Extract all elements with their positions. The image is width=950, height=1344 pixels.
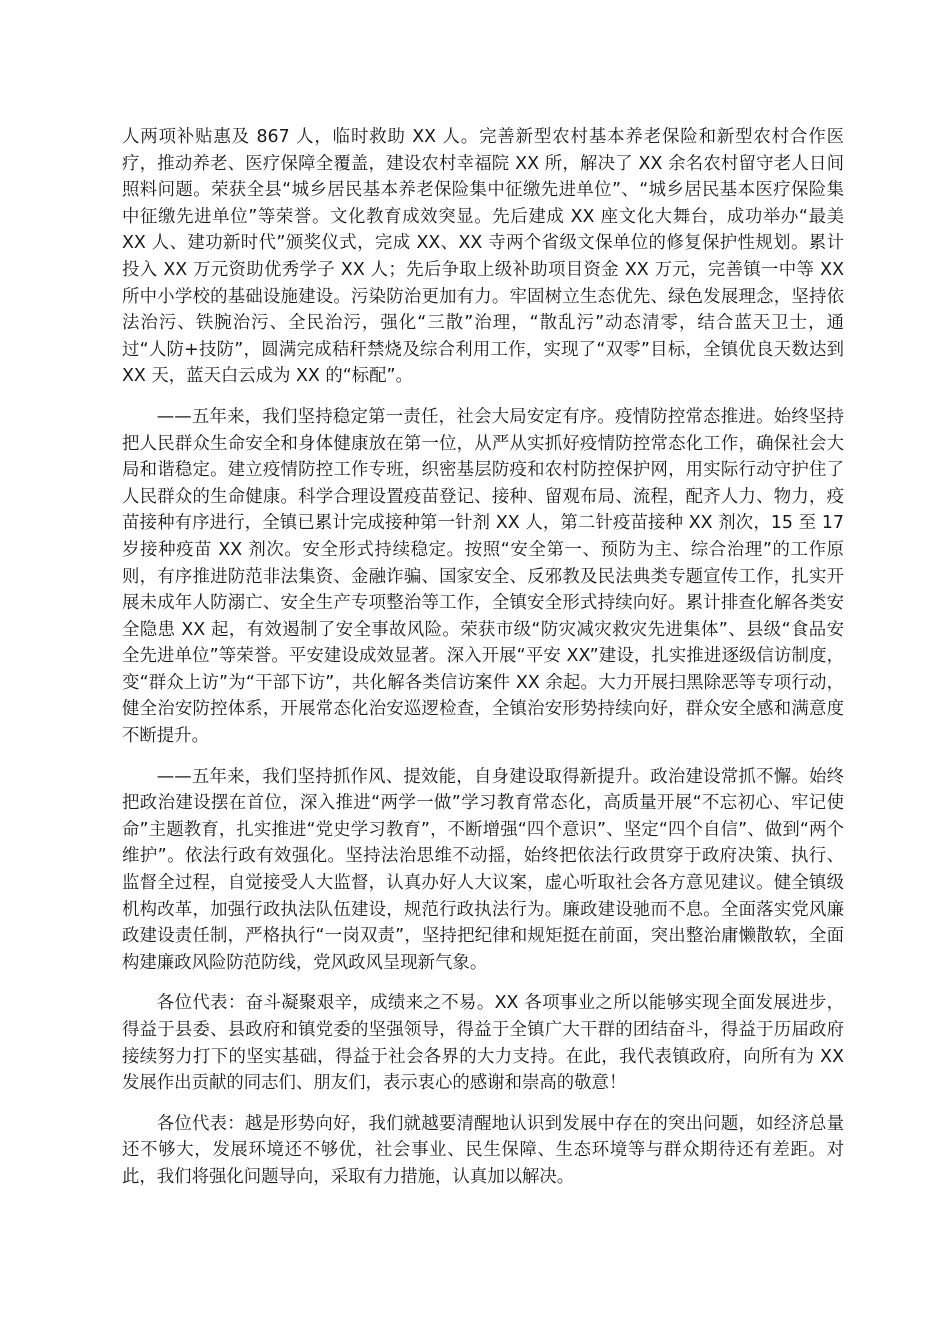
paragraph-self-building: ——五年来，我们坚持抓作风、提效能，自身建设取得新提升。政治建设常抓不懈。始终把政治建设摆在首位，深入推进“两学一做”学习教育常态化，高质量开展“不忘初心、牢记使命”主题教育，扎实推进“党史学习教育”，不断增强“四个意识”、坚定“四个自信”、做到“两个维护”。依法行政有效强化。坚持法治思维不动摇，始终把依法行政贯穿于政府决策、执行、监督全过程，自觉接受人大监督，认真办好人大议案，虚心听取社会各方意见建议。健全镇级机构改革，加强行政执法队伍建设，规范行政执法行为。廉政建设驰而不息。全面落实党风廉政建设责任制，严格执行“一岗双责”，坚持把纪律和规矩挺在前面，突出整治庸懒散软，全面构建廉政风险防范防线，党风政风呈现新气象。: [122, 766, 844, 973]
paragraph-problems: 各位代表：越是形势向好，我们就越要清醒地认识到发展中存在的突出问题，如经济总量还不够大，发展环境还不够优，社会事业、民生保障、生态环境等与群众期待还有差距。对此，我们将强化问题导向，采取有力措施，认真加以解决。: [122, 1113, 844, 1187]
document-body: [122, 124, 844, 1205]
paragraph-thanks: 各位代表：奋斗凝聚艰辛，成绩来之不易。XX 各项事业之所以能够实现全面发展进步，得益于县委、县政府和镇党委的坚强领导，得益于全镇广大干群的团结奋斗，得益于历届政府接续努力打下的坚实基础，得益于社会各界的大力支持。在此，我代表镇政府，向所有为 XX 发展作出贡献的同志们、朋友们，表示衷心的感谢和崇高的敬意！: [122, 993, 844, 1094]
paragraph-continued: 人两项补贴惠及 867 人，临时救助 XX 人。完善新型农村基本养老保险和新型农村合作医疗，推动养老、医疗保障全覆盖，建设农村幸福院 XX 所，解决了 XX 余名农村留守老人日间照料问题。荣获全县“城乡居民基本养老保险集中征缴先进单位”、“城乡居民基本医疗保险集中征缴先进单位”等荣誉。文化教育成效突显。先后建成 XX 座文化大舞台，成功举办“最美 XX 人、建功新时代”颁奖仪式，完成 XX、XX 寺两个省级文保单位的修复保护性规划。累计投入 XX 万元资助优秀学子 XX 人；先后争取上级补助项目资金 XX 万元，完善镇一中等 XX 所中小学校的基础设施建设。污染防治更加有力。牢固树立生态优先、绿色发展理念，坚持依法治污、铁腕治污、全民治污，强化“三散”治理，“散乱污”动态清零，结合蓝天卫士，通过“人防+技防”，圆满完成秸秆禁烧及综合利用工作，实现了“双零”目标，全镇优良天数达到 XX 天，蓝天白云成为 XX 的“标配”。: [122, 127, 844, 387]
paragraph-stability: ——五年来，我们坚持稳定第一责任，社会大局安定有序。疫情防控常态推进。始终坚持把人民群众生命安全和身体健康放在第一位，从严从实抓好疫情防控常态化工作，确保社会大局和谐稳定。建立疫情防控工作专班，织密基层防疫和农村防控保护网，用实际行动守护住了人民群众的生命健康。科学合理设置疫苗登记、接种、留观布局、流程，配齐人力、物力，疫苗接种有序进行，全镇已累计完成接种第一针剂 XX 人，第二针疫苗接种 XX 剂次，15 至 17 岁接种疫苗 XX 剂次。安全形式持续稳定。按照“安全第一、预防为主、综合治理”的工作原则，有序推进防范非法集资、金融诈骗、国家安全、反邪教及民法典类专题宣传工作，扎实开展未成年人防溺亡、安全生产专项整治等工作，全镇安全形式持续向好。累计排查化解各类安全隐患 XX 起，有效遏制了安全事故风险。荣获市级“防灾减灾救灾先进集体”、县级“食品安全先进单位”等荣誉。平安建设成效显著。深入开展“平安 XX”建设，扎实推进逐级信访制度，变“群众上访”为“干部下访”，共化解各类信访案件 XX 余起。大力开展扫黑除恶等专项行动，健全治安防控体系，开展常态化治安巡逻检查，全镇治安形势持续向好，群众安全感和满意度不断提升。: [122, 406, 844, 747]
